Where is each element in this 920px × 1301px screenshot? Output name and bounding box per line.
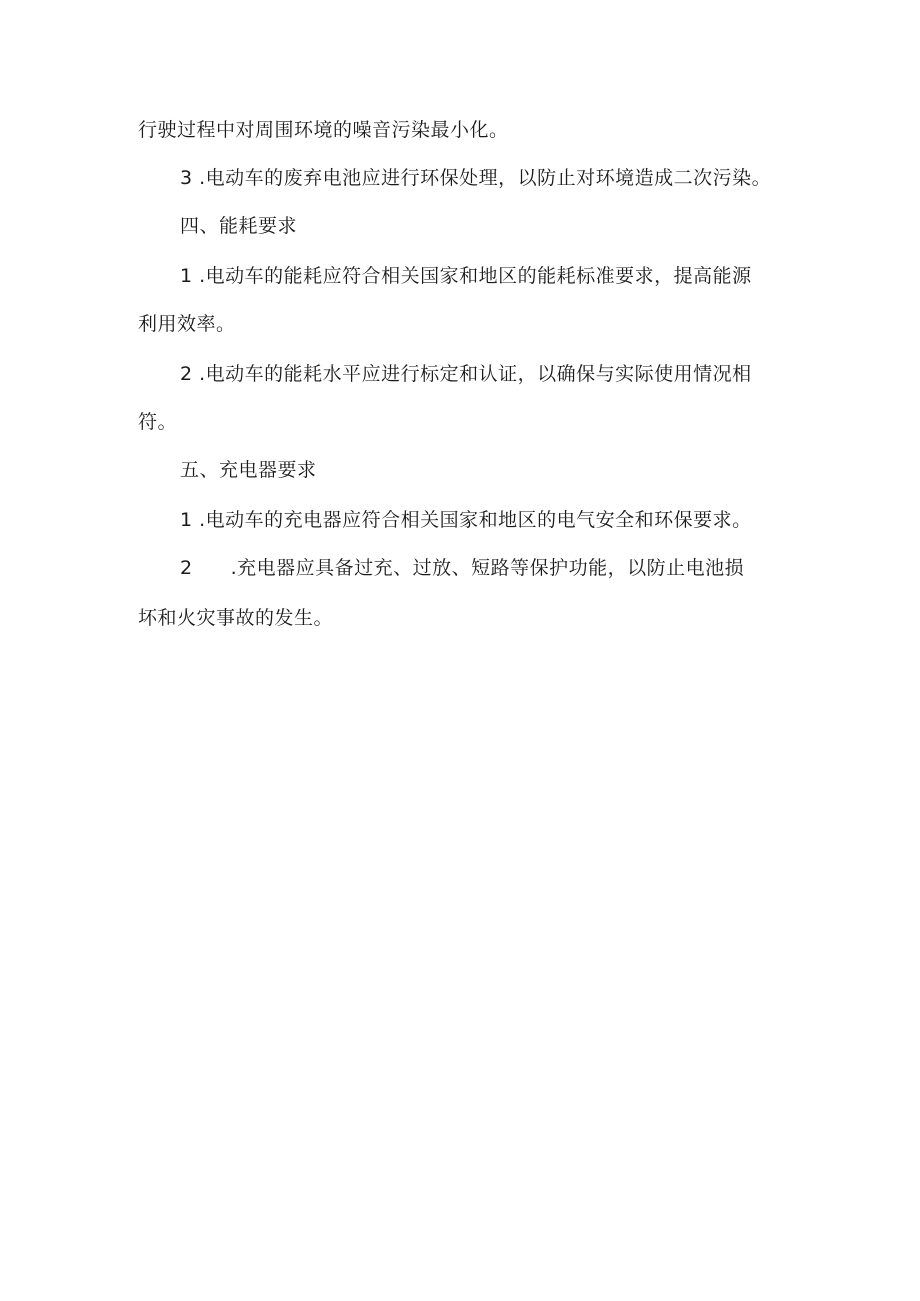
- line-text: .电动车的充电器应符合相关国家和地区的电气安全和环保要求。: [192, 509, 752, 531]
- section-heading-energy: [180, 214, 297, 238]
- paragraph-line: [138, 606, 333, 630]
- list-number: 2: [180, 557, 193, 579]
- line-text: 行驶过程中对周围环境的噪音污染最小化。: [138, 119, 509, 141]
- line-text: .电动车的能耗水平应进行标定和认证，以确保与实际使用情况相: [192, 363, 752, 385]
- list-item-1-energy: [180, 264, 752, 288]
- list-item-1-charger: [180, 508, 752, 532]
- heading-text: 四、能耗要求: [180, 215, 298, 237]
- section-heading-charger: [180, 458, 317, 482]
- list-number: 1: [180, 265, 193, 287]
- paragraph-line: [138, 312, 236, 336]
- list-item-2-energy: [180, 362, 752, 386]
- line-text: .充电器应具备过充、过放、短路等保护功能，以防止电池损: [230, 557, 745, 579]
- list-item-2-charger: [180, 556, 744, 580]
- line-text: .电动车的废弃电池应进行环保处理，以防止对环境造成二次污染。: [192, 167, 772, 189]
- list-number: 2: [180, 363, 193, 385]
- line-text: 坏和火灾事故的发生。: [138, 607, 334, 629]
- list-number: 3: [180, 167, 193, 189]
- line-text: 符。: [138, 411, 178, 433]
- line-text: .电动车的能耗应符合相关国家和地区的能耗标准要求，提高能源: [192, 265, 752, 287]
- list-number: 1: [180, 509, 193, 531]
- paragraph-line: [138, 118, 509, 142]
- heading-text: 五、充电器要求: [180, 459, 317, 481]
- paragraph-line: [138, 410, 177, 434]
- line-text: 利用效率。: [138, 313, 236, 335]
- list-item-3-environmental: [180, 166, 771, 190]
